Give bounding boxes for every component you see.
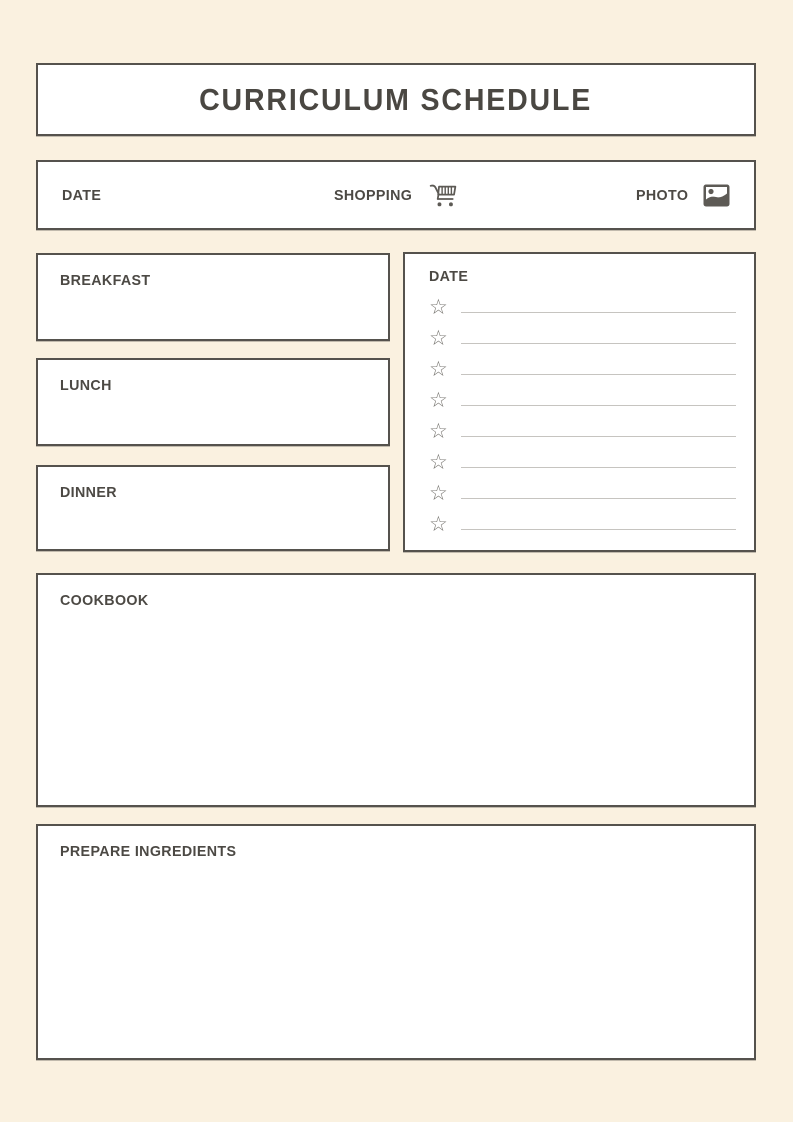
info-bar-panel bbox=[36, 160, 756, 230]
photo-field-label[interactable]: PHOTO bbox=[635, 186, 689, 204]
date-list-row[interactable] bbox=[429, 349, 736, 380]
lunch-label: LUNCH bbox=[60, 377, 112, 394]
star-icon: ☆ bbox=[429, 419, 448, 443]
date-field-label[interactable]: DATE bbox=[62, 186, 102, 204]
date-list-row[interactable] bbox=[429, 318, 736, 349]
star-icon: ☆ bbox=[429, 481, 448, 505]
write-line bbox=[461, 374, 736, 375]
lunch-panel bbox=[36, 358, 390, 446]
star-icon: ☆ bbox=[429, 357, 448, 381]
date-list-row[interactable] bbox=[429, 473, 736, 504]
title-panel bbox=[36, 63, 756, 136]
photo-icon bbox=[703, 184, 730, 207]
dinner-notes-area[interactable] bbox=[40, 499, 386, 547]
star-icon: ☆ bbox=[429, 295, 448, 319]
write-line bbox=[461, 405, 736, 406]
prepare-ingredients-notes-area[interactable] bbox=[40, 864, 752, 1056]
cookbook-panel bbox=[36, 573, 756, 807]
breakfast-label: BREAKFAST bbox=[60, 272, 151, 289]
date-list-row[interactable] bbox=[429, 504, 736, 535]
star-icon: ☆ bbox=[429, 512, 448, 536]
star-icon: ☆ bbox=[429, 326, 448, 350]
prepare-ingredients-panel bbox=[36, 824, 756, 1060]
page-title: CURRICULUM SCHEDULE bbox=[199, 81, 593, 117]
shopping-cart-icon bbox=[428, 182, 458, 209]
prepare-ingredients-label: PREPARE INGREDIENTS bbox=[60, 843, 237, 860]
write-line bbox=[461, 436, 736, 437]
shopping-field-label[interactable]: SHOPPING bbox=[333, 186, 413, 204]
dinner-label: DINNER bbox=[60, 484, 117, 501]
date-list-label: DATE bbox=[429, 268, 469, 285]
date-list-row[interactable] bbox=[429, 380, 736, 411]
date-list-panel bbox=[403, 252, 756, 552]
write-line bbox=[461, 312, 736, 313]
write-line bbox=[461, 529, 736, 530]
cookbook-notes-area[interactable] bbox=[40, 613, 752, 803]
date-list-row[interactable] bbox=[429, 442, 736, 473]
cookbook-label: COOKBOOK bbox=[60, 592, 149, 609]
breakfast-panel bbox=[36, 253, 390, 341]
breakfast-notes-area[interactable] bbox=[40, 287, 386, 337]
write-line bbox=[461, 343, 736, 344]
write-line bbox=[461, 467, 736, 468]
star-icon: ☆ bbox=[429, 388, 448, 412]
dinner-panel bbox=[36, 465, 390, 551]
date-list-row[interactable] bbox=[429, 411, 736, 442]
star-icon: ☆ bbox=[429, 450, 448, 474]
date-list-row[interactable] bbox=[429, 287, 736, 318]
write-line bbox=[461, 498, 736, 499]
lunch-notes-area[interactable] bbox=[40, 392, 386, 442]
